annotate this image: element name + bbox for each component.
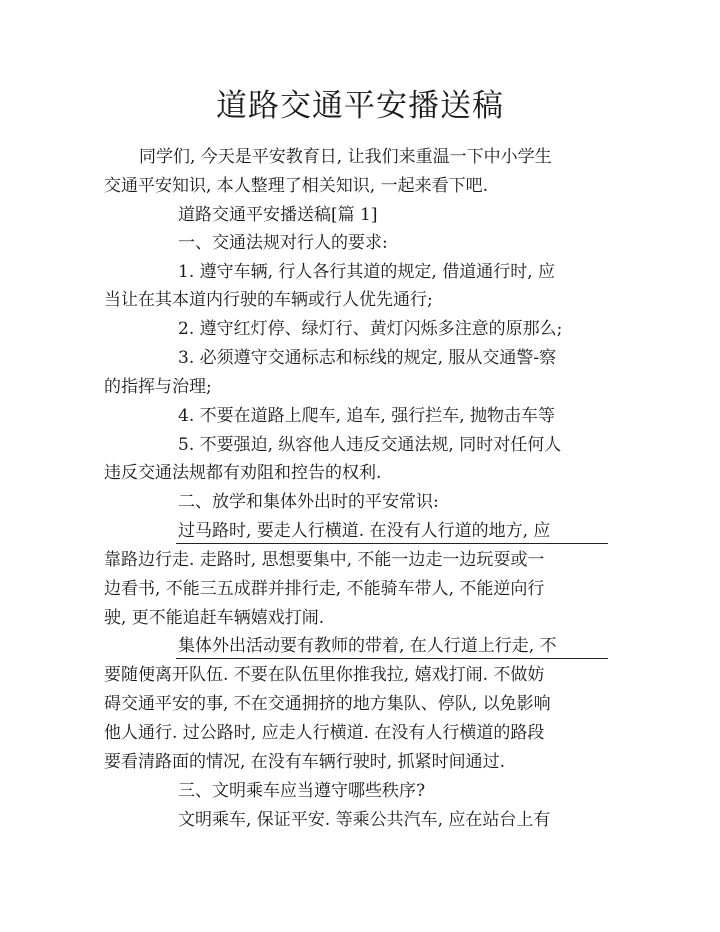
list-item: 5. 不要强迫, 纵容他人违反交通法规, 同时对任何人 bbox=[178, 435, 562, 455]
underline-rule bbox=[176, 543, 608, 544]
paragraph-line: 要随便离开队伍. 不要在队伍里你推我拉, 嬉戏打闹. 不做妨 bbox=[104, 665, 545, 685]
paragraph-line: 碍交通平安的事, 不在交通拥挤的地方集队、停队, 以免影响 bbox=[104, 694, 551, 714]
list-item-continuation: 当让在其本道内行驶的车辆或行人优先通行; bbox=[104, 290, 433, 310]
section-heading: 道路交通平安播送稿[篇 1] bbox=[178, 205, 378, 225]
underline-rule bbox=[176, 658, 608, 659]
paragraph-line: 过马路时, 要走人行横道. 在没有人行道的地方, 应 bbox=[178, 521, 551, 541]
paragraph-line: 要看清路面的情况, 在没有车辆行驶时, 抓紧时间通过. bbox=[104, 752, 506, 772]
paragraph-line: 他人通行. 过公路时, 应走人行横道. 在没有人行横道的路段 bbox=[104, 723, 545, 743]
section-heading: 二、放学和集体外出时的平安常识: bbox=[178, 492, 439, 512]
paragraph-line: 靠路边行走. 走路时, 思想要集中, 不能一边走一边玩耍或一 bbox=[104, 550, 545, 570]
list-item-continuation: 违反交通法规都有劝阻和控告的权利. bbox=[104, 463, 382, 483]
list-item: 4. 不要在道路上爬车, 追车, 强行拦车, 抛物击车等 bbox=[178, 406, 556, 426]
section-heading: 一、交通法规对行人的要求: bbox=[178, 233, 388, 253]
paragraph-line: 驶, 更不能追赶车辆嬉戏打闹. bbox=[104, 608, 325, 628]
list-item: 1. 遵守车辆, 行人各行其道的规定, 借道通行时, 应 bbox=[178, 262, 556, 282]
paragraph-line: 同学们, 今天是平安教育日, 让我们来重温一下中小学生 bbox=[139, 147, 552, 167]
paragraph-line: 边看书, 不能三五成群并排行走, 不能骑车带人, 不能逆向行 bbox=[104, 579, 545, 599]
document-title: 道路交通平安播送稿 bbox=[216, 88, 504, 124]
section-heading: 三、文明乘车应当遵守哪些秩序? bbox=[178, 781, 426, 801]
list-item-continuation: 的指挥与治理; bbox=[104, 377, 212, 397]
list-item: 3. 必须遵守交通标志和标线的规定, 服从交通警-察 bbox=[178, 348, 557, 368]
paragraph-line: 文明乘车, 保证平安. 等乘公共汽车, 应在站台上有 bbox=[178, 810, 551, 830]
list-item: 2. 遵守红灯停、绿灯行、黄灯闪烁多注意的原那么; bbox=[178, 319, 563, 339]
paragraph-line: 集体外出活动要有教师的带着, 在人行道上行走, 不 bbox=[178, 636, 557, 656]
paragraph-line: 交通平安知识, 本人整理了相关知识, 一起来看下吧. bbox=[104, 176, 489, 196]
